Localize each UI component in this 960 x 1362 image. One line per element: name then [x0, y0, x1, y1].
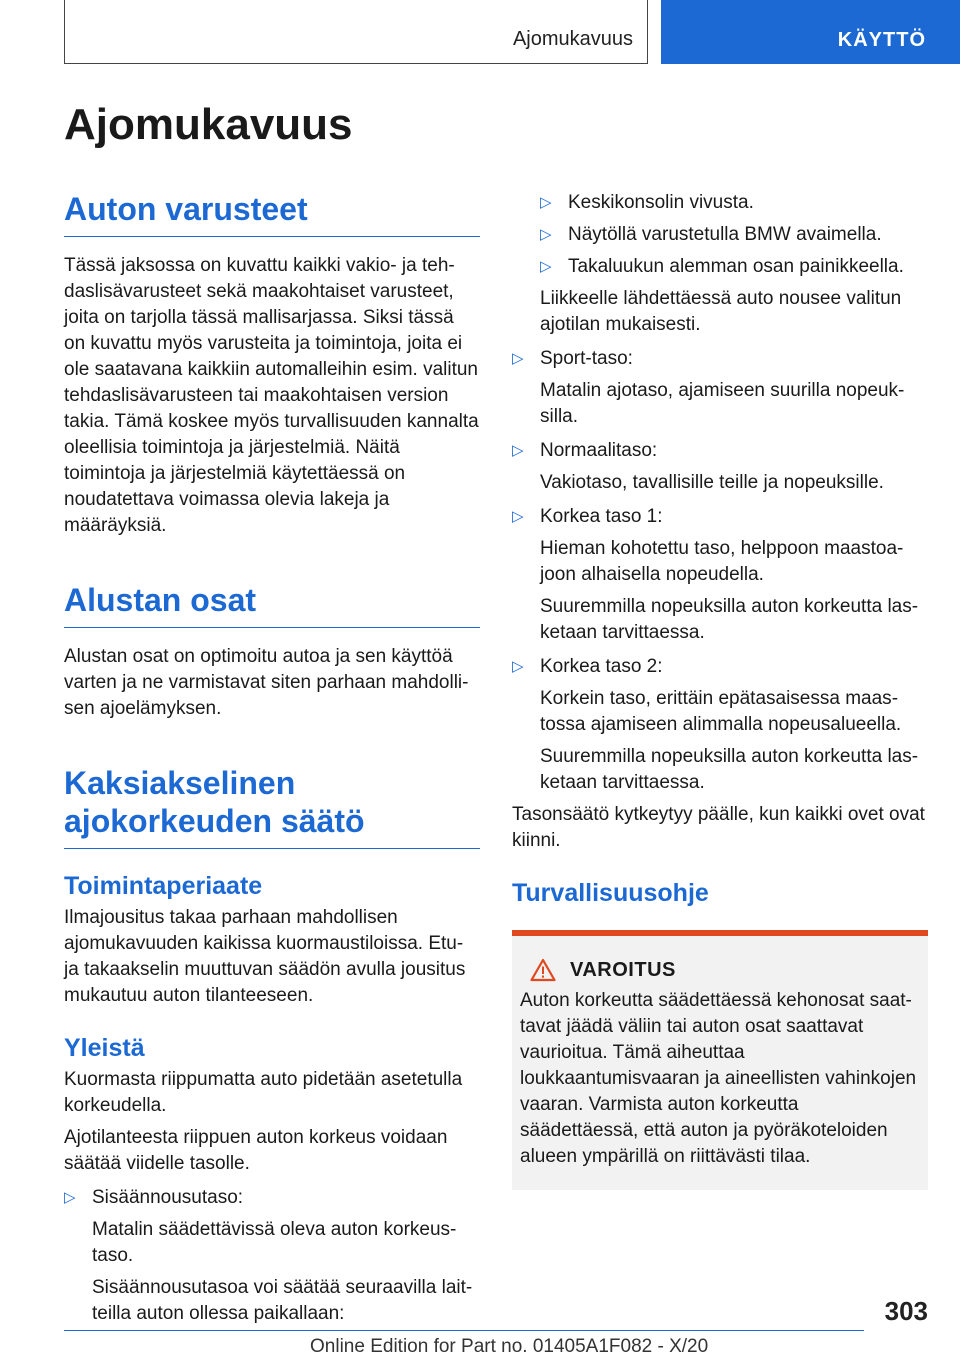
triangle-right-icon: ▷	[512, 508, 524, 525]
heading-ajokorkeuden-saato: Kaksiakselinen ajokorkeuden säätö	[64, 764, 480, 849]
triangle-right-icon: ▷	[512, 442, 524, 459]
list-item-desc: Korkein taso, erittäin epätasaisessa maastossa ajamiseen alimmalla nopeusalueella.	[540, 688, 902, 735]
page-number: 303	[884, 1296, 928, 1326]
heading-auton-varusteet: Auton varusteet	[64, 190, 480, 237]
sub-list-item	[540, 222, 928, 248]
right-column	[512, 190, 928, 1190]
list-item-korkea-2	[512, 654, 928, 680]
sub-list-item	[540, 190, 928, 216]
list-item-normaali	[512, 438, 928, 464]
footer-divider	[64, 1330, 864, 1331]
warning-title: VAROITUS	[570, 958, 676, 981]
list-item-desc: Matalin säädettävissä oleva auton korkeustaso.	[92, 1219, 457, 1266]
heading-turvallisuusohje: Turvallisuusohje	[512, 879, 709, 907]
triangle-right-icon: ▷	[540, 194, 552, 211]
list-item-sport	[512, 346, 928, 372]
paragraph-alustan-osat: Alustan osat on optimoitu autoa ja sen käyttöä varten ja ne varmistavat siten parhaan mahdollisen ajoelämyksen.	[64, 646, 469, 719]
sub-list-item	[540, 254, 928, 280]
left-column	[64, 190, 480, 1327]
list-item-korkea-1	[512, 504, 928, 530]
footer-edition: Online Edition for Part no. 01405A1F082 - X/20	[310, 1336, 709, 1357]
list-item-label: Normaalitaso:	[540, 440, 658, 461]
sub-list-item-text: Näytöllä varustetulla BMW avaimella.	[568, 224, 882, 245]
warning-text: Auton korkeutta säädettäessä kehonosat saattavat jäädä väliin tai auton osat saattavat vaurioitua. Tämä aiheuttaa loukkaantumisvaaran ja aineellisten vahinkojen vaaran. Varmista auton korkeutta säädettäessä, että auton ja pyöräkoteloiden alueen ympärillä on riittävästi tilaa.	[520, 990, 917, 1167]
sub-list-item-text: Takaluukun alemman osan painikkeella.	[568, 256, 904, 277]
heading-toimintaperiaate: Toimintaperiaate	[64, 872, 263, 900]
heading-yleista: Yleistä	[64, 1034, 145, 1062]
header-section-title: Ajomukavuus	[512, 28, 633, 50]
header-section-box	[64, 0, 648, 64]
heading-alustan-osat: Alustan osat	[64, 581, 480, 628]
paragraph-tasonsaato: Tasonsäätö kytkeytyy päälle, kun kaikki ovet ovat kiinni.	[512, 804, 925, 851]
triangle-right-icon: ▷	[540, 226, 552, 243]
warning-triangle-icon	[530, 958, 556, 982]
list-item-label: Sisäännousutaso:	[92, 1187, 244, 1208]
triangle-right-icon: ▷	[512, 350, 524, 367]
paragraph-yleista-2: Ajotilanteesta riippuen auton korkeus voidaan säätää viidelle tasolle.	[64, 1127, 448, 1174]
header-chapter-tab	[661, 0, 960, 64]
list-item-desc: Hieman kohotettu taso, helppoon maastoajoon alhaisella nopeudella.	[540, 538, 904, 585]
list-item-desc: Suuremmilla nopeuksilla auton korkeutta lasketaan tarvittaessa.	[540, 596, 919, 643]
triangle-right-icon: ▷	[540, 258, 552, 275]
list-item-desc: Liikkeelle lähdettäessä auto nousee valitun ajotilan mukaisesti.	[540, 288, 902, 335]
paragraph-toimintaperiaate: Ilmajousitus takaa parhaan mahdollisen ajomukavuuden kaikissa kuormaustiloissa. Etu- ja takaakselin muuttuvan säädön avulla jousitus mukautuu auton tilanteeseen.	[64, 907, 466, 1006]
list-item-desc: Suuremmilla nopeuksilla auton korkeutta lasketaan tarvittaessa.	[540, 746, 919, 793]
paragraph-auton-varusteet: Tässä jaksossa on kuvattu kaikki vakio- ja tehdaslisävarusteet sekä maakohtaiset varusteet, joita on tarjolla tässä mallisarjassa. Siksi tässä on kuvattu myös varusteita ja toimintoja, joita ei ole saatavana kaikkiin automalleihin esim. valitun tehdaslisävarusteen tai maakohtaisen version takia. Tämä koskee myös turvallisuuden kannalta oleellisia toimintoja ja järjestelmiä. Näitä toimintoja ja järjestelmiä käytettäessä on noudatettava voimassa olevia lakeja ja määräyksiä.	[64, 255, 479, 536]
triangle-right-icon: ▷	[64, 1189, 76, 1206]
list-item-sisaannousutaso	[64, 1185, 480, 1211]
list-item-desc: Sisäännousutasoa voi säätää seuraavilla laitteilla auton ollessa paikallaan:	[92, 1277, 473, 1324]
sub-list-item-text: Keskikonsolin vivusta.	[568, 192, 754, 213]
list-item-label: Sport-taso:	[540, 348, 633, 369]
warning-box	[512, 930, 928, 1190]
paragraph-yleista-1: Kuormasta riippumatta auto pidetään asetetulla korkeudella.	[64, 1069, 463, 1116]
list-item-label: Korkea taso 2:	[540, 656, 663, 677]
list-item-desc: Vakiotaso, tavallisille teille ja nopeuksille.	[540, 472, 884, 493]
page-title: Ajomukavuus	[64, 100, 353, 149]
header-chapter-label: KÄYTTÖ	[837, 29, 926, 51]
list-item-label: Korkea taso 1:	[540, 506, 663, 527]
triangle-right-icon: ▷	[512, 658, 524, 675]
warning-header	[520, 958, 920, 982]
list-item-desc: Matalin ajotaso, ajamiseen suurilla nopeuksilla.	[540, 380, 905, 427]
